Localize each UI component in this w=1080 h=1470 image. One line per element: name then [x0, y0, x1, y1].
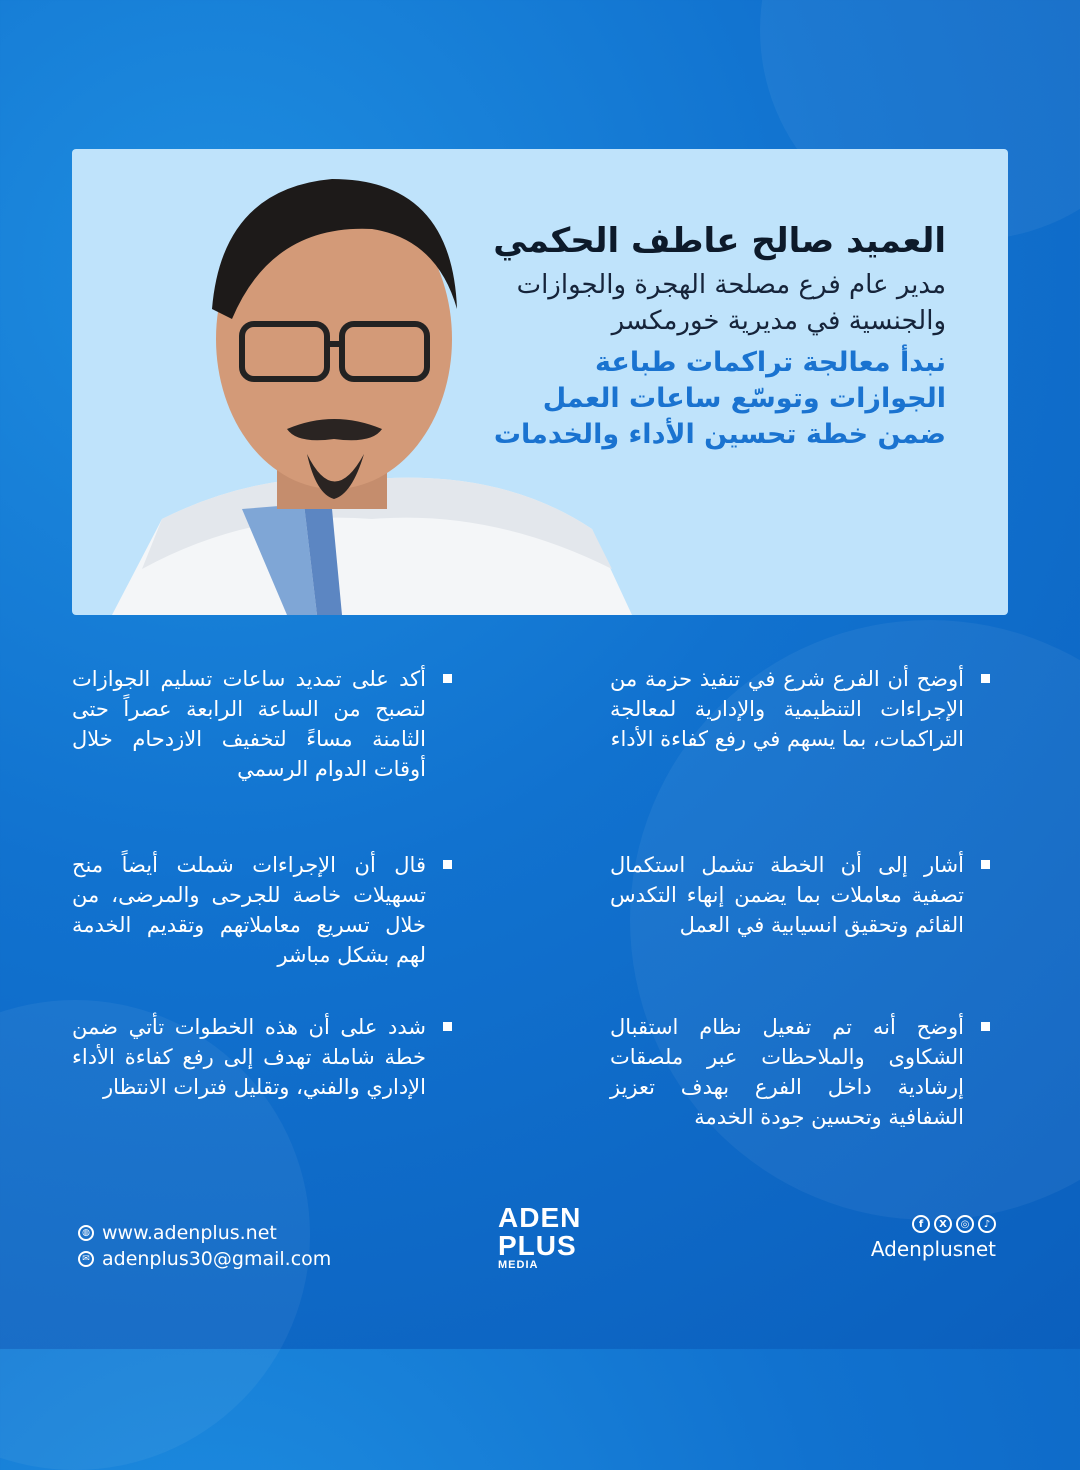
bullet-square-icon [981, 860, 990, 869]
bullet-square-icon [981, 1022, 990, 1031]
header-text [486, 221, 946, 453]
bullet-square-icon [443, 674, 452, 683]
bullet-item [610, 850, 990, 940]
bullet-column-right [610, 850, 990, 940]
logo-text-plus: PLUS [498, 1230, 577, 1261]
website-link[interactable]: www.adenplus.net [102, 1222, 277, 1244]
bullet-item [610, 664, 990, 754]
bullet-column-left [72, 664, 452, 784]
header-card [72, 149, 1008, 615]
bullet-text: شدد على أن هذه الخطوات تأتي ضمن خطة شاملة تهدف إلى رفع كفاءة الأداء الإداري والفني، وتقليل فترات الانتظار [72, 1015, 426, 1099]
email-link[interactable]: adenplus30@gmail.com [102, 1248, 332, 1270]
bullet-text: أشار إلى أن الخطة تشمل استكمال تصفية معاملات بما يضمن إنهاء التكدس القائم وتحقيق انسيابية في العمل [610, 853, 964, 937]
social-icons [871, 1215, 996, 1233]
bullet-text: أوضح أن الفرع شرع في تنفيذ حزمة من الإجراءات التنظيمية والإدارية لمعالجة التراكمات، بما يسهم في رفع كفاءة الأداء [610, 667, 964, 751]
mail-icon: ✉ [78, 1251, 94, 1267]
person-name: العميد صالح عاطف الحكمي [493, 221, 946, 261]
bullet-square-icon [443, 860, 452, 869]
bullet-square-icon [981, 674, 990, 683]
bullet-item [610, 1012, 990, 1132]
bullet-column-left [72, 850, 452, 970]
bullet-column-right [610, 1012, 990, 1132]
bullet-text: أوضح أنه تم تفعيل نظام استقبال الشكاوى والملاحظات عبر ملصقات إرشادية داخل الفرع بهدف تعزيز الشفافية وتحسين جودة الخدمة [610, 1015, 964, 1129]
bullet-item [72, 664, 452, 784]
brand-logo [498, 1204, 581, 1271]
logo-text-media: MEDIA [498, 1259, 539, 1271]
bullet-text: أكد على تمديد ساعات تسليم الجوازات لتصبح من الساعة الرابعة عصراً حتى الثامنة مساءً لتخفيف الازدحام خلال أوقات الدوام الرسمي [72, 667, 426, 781]
bullet-square-icon [443, 1022, 452, 1031]
x-icon[interactable]: X [934, 1215, 952, 1233]
contact-info [78, 1220, 331, 1272]
globe-icon: ◍ [78, 1225, 94, 1241]
facebook-icon[interactable]: f [912, 1215, 930, 1233]
website-row[interactable] [78, 1220, 331, 1246]
bullet-item [72, 850, 452, 970]
social-block [871, 1215, 996, 1261]
bullet-column-right [610, 664, 990, 754]
bullet-text: قال أن الإجراءات شملت أيضاً منح تسهيلات خاصة للجرحى والمرضى، من خلال تسريع معاملاتهم وتقديم الخدمة لهم بشكل مباشر [72, 853, 426, 967]
person-role: مدير عام فرع مصلحة الهجرة والجوازات والجنسية في مديرية خورمكسر [516, 270, 946, 336]
bullet-item [72, 1012, 452, 1102]
email-row[interactable] [78, 1246, 331, 1272]
bullet-column-left [72, 1012, 452, 1102]
social-handle[interactable]: Adenplusnet [870, 1237, 996, 1261]
logo-text-aden: ADEN [498, 1202, 582, 1233]
tiktok-icon[interactable]: ♪ [978, 1215, 996, 1233]
headline: نبدأ معالجة تراكمات طباعة الجوازات وتوسّع ساعات العمل ضمن خطة تحسين الأداء والخدمات [493, 347, 946, 450]
instagram-icon[interactable]: ◎ [956, 1215, 974, 1233]
